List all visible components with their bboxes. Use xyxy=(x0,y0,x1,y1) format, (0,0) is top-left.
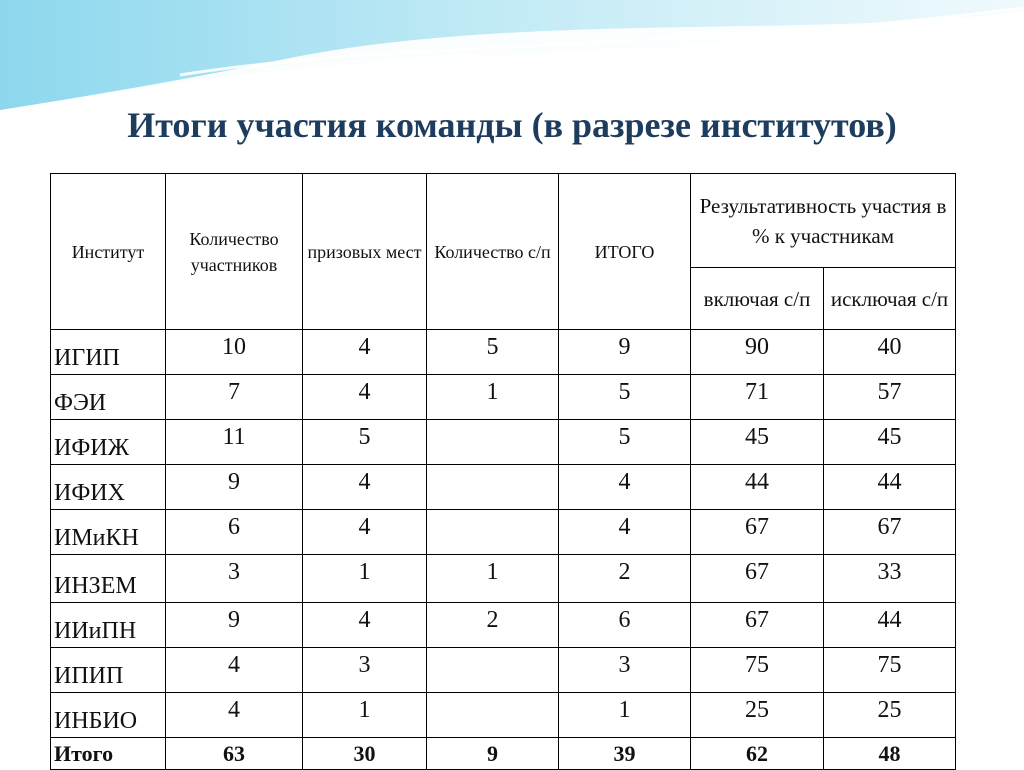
cell-sp: 2 xyxy=(427,603,559,648)
cell-sp xyxy=(427,465,559,510)
header-including: включая с/п xyxy=(691,268,824,330)
cell-sp: 1 xyxy=(427,375,559,420)
cell-total-total: 39 xyxy=(559,738,691,770)
cell-total: 4 xyxy=(559,510,691,555)
cell-including: 67 xyxy=(691,555,824,603)
cell-institute: ИГИП xyxy=(51,330,166,375)
header-prizes: призовых мест xyxy=(303,174,427,330)
cell-participants: 10 xyxy=(166,330,303,375)
results-table xyxy=(50,173,956,770)
cell-including: 44 xyxy=(691,465,824,510)
cell-prizes: 5 xyxy=(303,420,427,465)
cell-sp xyxy=(427,420,559,465)
header-result: Результативность участия в % к участникам xyxy=(691,174,956,268)
cell-institute: ФЭИ xyxy=(51,375,166,420)
cell-total-excluding: 48 xyxy=(824,738,956,770)
cell-prizes: 4 xyxy=(303,375,427,420)
cell-total: 5 xyxy=(559,375,691,420)
table-row xyxy=(51,555,956,603)
cell-excluding: 67 xyxy=(824,510,956,555)
cell-sp xyxy=(427,693,559,738)
cell-institute: ИФИЖ xyxy=(51,420,166,465)
cell-institute: ИМиКН xyxy=(51,510,166,555)
cell-total: 1 xyxy=(559,693,691,738)
table-row xyxy=(51,693,956,738)
cell-including: 45 xyxy=(691,420,824,465)
header-total: ИТОГО xyxy=(559,174,691,330)
cell-sp: 1 xyxy=(427,555,559,603)
cell-sp xyxy=(427,648,559,693)
cell-total: 2 xyxy=(559,555,691,603)
cell-total-sp: 9 xyxy=(427,738,559,770)
cell-excluding: 25 xyxy=(824,693,956,738)
table-row xyxy=(51,648,956,693)
cell-total: 5 xyxy=(559,420,691,465)
cell-institute: ИНБИО xyxy=(51,693,166,738)
cell-participants: 4 xyxy=(166,693,303,738)
totals-row xyxy=(51,738,956,770)
cell-institute: ИНЗЕМ xyxy=(51,555,166,603)
cell-excluding: 44 xyxy=(824,465,956,510)
cell-participants: 4 xyxy=(166,648,303,693)
table-row xyxy=(51,420,956,465)
cell-participants: 7 xyxy=(166,375,303,420)
cell-total: 3 xyxy=(559,648,691,693)
cell-total-label: Итого xyxy=(51,738,166,770)
header-participants: Количество участников xyxy=(166,174,303,330)
table-row xyxy=(51,510,956,555)
cell-participants: 11 xyxy=(166,420,303,465)
cell-excluding: 44 xyxy=(824,603,956,648)
cell-participants: 9 xyxy=(166,465,303,510)
cell-sp: 5 xyxy=(427,330,559,375)
cell-total: 4 xyxy=(559,465,691,510)
cell-including: 25 xyxy=(691,693,824,738)
cell-including: 75 xyxy=(691,648,824,693)
cell-total-participants: 63 xyxy=(166,738,303,770)
cell-participants: 9 xyxy=(166,603,303,648)
header-excluding: исключая с/п xyxy=(824,268,956,330)
cell-including: 67 xyxy=(691,510,824,555)
decorative-wave-banner xyxy=(0,0,1024,120)
cell-institute: ИФИХ xyxy=(51,465,166,510)
header-sp-count: Количество с/п xyxy=(427,174,559,330)
cell-excluding: 45 xyxy=(824,420,956,465)
cell-institute: ИИиПН xyxy=(51,603,166,648)
table-row xyxy=(51,603,956,648)
table-row xyxy=(51,375,956,420)
cell-total-prizes: 30 xyxy=(303,738,427,770)
table-row xyxy=(51,465,956,510)
cell-prizes: 4 xyxy=(303,603,427,648)
cell-including: 67 xyxy=(691,603,824,648)
cell-total: 6 xyxy=(559,603,691,648)
cell-excluding: 57 xyxy=(824,375,956,420)
cell-prizes: 1 xyxy=(303,693,427,738)
cell-prizes: 3 xyxy=(303,648,427,693)
cell-prizes: 1 xyxy=(303,555,427,603)
header-institute: Институт xyxy=(51,174,166,330)
cell-including: 71 xyxy=(691,375,824,420)
cell-total: 9 xyxy=(559,330,691,375)
cell-participants: 6 xyxy=(166,510,303,555)
cell-excluding: 75 xyxy=(824,648,956,693)
table-row xyxy=(51,330,956,375)
cell-prizes: 4 xyxy=(303,465,427,510)
cell-excluding: 40 xyxy=(824,330,956,375)
cell-participants: 3 xyxy=(166,555,303,603)
cell-including: 90 xyxy=(691,330,824,375)
page-title: Итоги участия команды (в разрезе институтов) xyxy=(127,105,897,145)
cell-prizes: 4 xyxy=(303,510,427,555)
cell-institute: ИПИП xyxy=(51,648,166,693)
cell-sp xyxy=(427,510,559,555)
cell-excluding: 33 xyxy=(824,555,956,603)
cell-total-including: 62 xyxy=(691,738,824,770)
cell-prizes: 4 xyxy=(303,330,427,375)
